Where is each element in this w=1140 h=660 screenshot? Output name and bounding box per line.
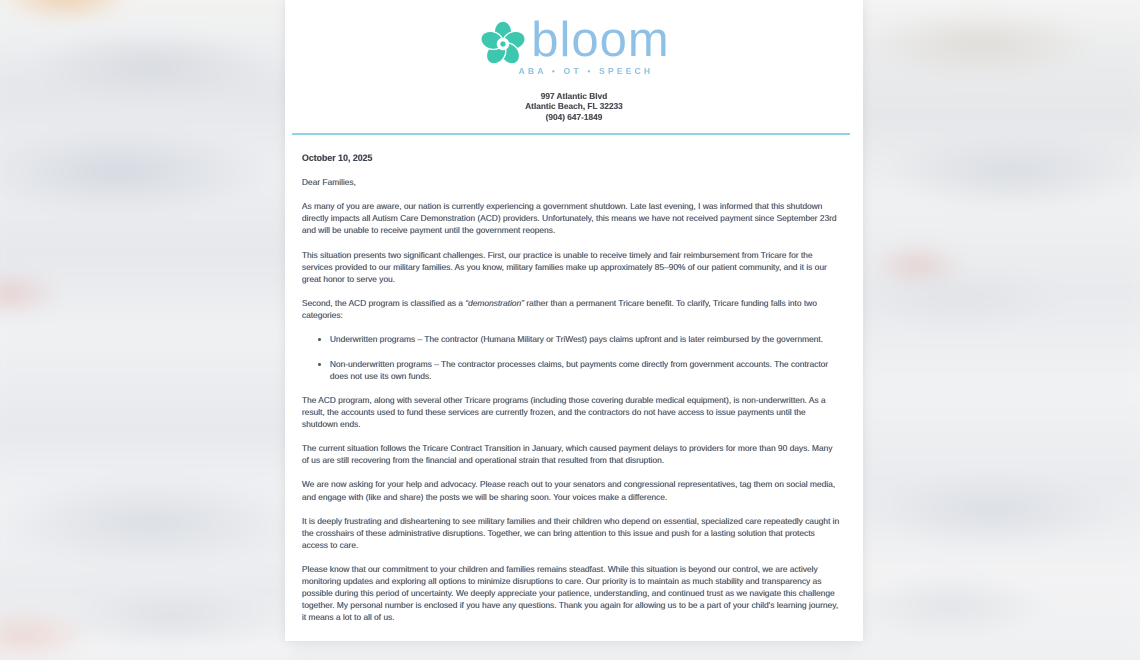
paragraph-contract-transition: The current situation follows the Tricare Contract Transition in January, which caused payment delays to providers for more than 90 days. Many of us are still recovering from the financial and operational strain that resulted from that disruption. bbox=[302, 443, 833, 466]
phone-number: (904) 647-1849 bbox=[545, 111, 603, 122]
blurred-background-left bbox=[0, 0, 295, 660]
blurred-background-right bbox=[854, 0, 1140, 660]
letter-date: October 10, 2025 bbox=[302, 153, 373, 163]
flower-icon bbox=[478, 19, 528, 69]
italic-demonstration: “demonstration” bbox=[465, 298, 525, 309]
paragraph-frozen-accounts: The ACD program, along with several other Tricare programs (including those covering durable medical equipment), is non-underwritten. As a result, the accounts used to fund these services are currently frozen, and the contractors do not have access to issue payments until the shutdown ends. bbox=[302, 394, 826, 429]
address-line-2: Atlantic Beach, FL 32233 bbox=[525, 101, 623, 112]
paragraph-challenges: This situation presents two significant challenges. First, our practice is unable to receive timely and fair reimbursement from Tricare for the services provided to our military families. As you know, military families make up approximately 85–90% of our patient community, and it is our great honor to serve you. bbox=[302, 249, 827, 284]
funding-categories-list bbox=[302, 333, 841, 381]
letter-page bbox=[285, 0, 863, 641]
bullet-underwritten: • Underwritten programs – The contractor (Humana Military or TriWest) pays claims upfront and is later reimbursed by the government. bbox=[330, 333, 841, 345]
address-block bbox=[285, 91, 863, 122]
paragraph-frustration: It is deeply frustrating and disheartening to see military families and their children who depend on essential, specialized care repeatedly caught in the crosshairs of these administrative disruptions. Together, we can bring attention to this issue and push for a lasting solution that protects access to care. bbox=[302, 515, 840, 550]
bloom-logo bbox=[285, 0, 863, 69]
paragraph-shutdown: As many of you are aware, our nation is currently experiencing a government shutdown. Late last evening, I was informed that this shutdown directly impacts all Autism Care Demonstration (ACD) providers. Unfortunately, this means we have not received payment since September 23rd and will be unable to receive payment until the government reopens. bbox=[302, 201, 837, 236]
salutation: Dear Families, bbox=[302, 177, 356, 188]
paragraph-advocacy: We are now asking for your help and advocacy. Please reach out to your senators and congressional representatives, tag them on social media, and engage with (like and share) the posts we will be sharing soon. Your voices make a difference. bbox=[302, 479, 836, 502]
letterhead-divider bbox=[292, 133, 850, 135]
brand-name: bloom bbox=[531, 13, 670, 67]
paragraph-commitment: Please know that our commitment to your children and families remains steadfast. While this situation is beyond our control, we are actively monitoring updates and exploring all options to minimize disruptions to care. Our priority is to maintain as much stability and transparency as possible during this period of uncertainty. We deeply appreciate your patience, understanding, and continued trust as we navigate this challenge together. My personal number is enclosed if you have any questions. Thank you again for allowing us to be a part of your child's learning journey, it means a lot to all of us. bbox=[302, 564, 839, 623]
address-line-1: 997 Atlantic Blvd bbox=[540, 91, 608, 101]
bullet-non-underwritten: • Non-underwritten programs – The contractor processes claims, but payments come directly from government accounts. The contractor does not use its own funds. bbox=[330, 358, 841, 382]
brand-tagline: ABA • OT • SPEECH bbox=[518, 66, 654, 76]
letter-body bbox=[302, 152, 841, 636]
paragraph-demonstration: Second, the ACD program is classified as a “demonstration” rather than a permanent Tricare benefit. To clarify, Tricare funding falls into two categories: bbox=[302, 298, 818, 321]
